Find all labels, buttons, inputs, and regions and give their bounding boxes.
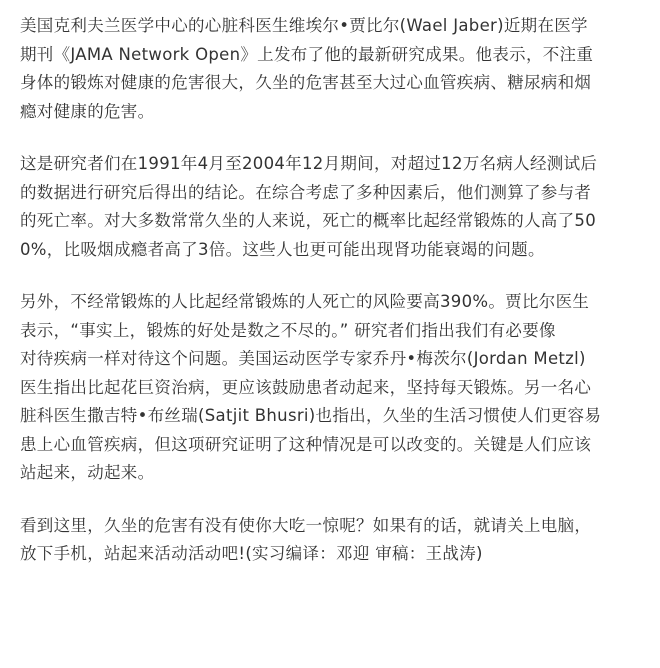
article-body — [20, 12, 646, 593]
paragraph-3 — [20, 288, 646, 488]
text-line: 放下手机，站起来活动活动吧!(实习编译：邓迎 审稿：王战涛) — [20, 544, 483, 563]
text-line: 患上心血管疾病，但这项研究证明了这种情况是可以改变的。关键是人们应该 — [20, 434, 592, 454]
text-line: 0%，比吸烟成瘾者高了3倍。这些人也更可能出现肾功能衰竭的问题。 — [20, 239, 545, 259]
text-line: 表示，“事实上，锻炼的好处是数之不尽的。” 研究者们指出我们有必要像 — [20, 320, 556, 340]
text-line: 身体的锻炼对健康的危害很大，久坐的危害甚至大过心血管疾病、糖尿病和烟 — [20, 73, 592, 92]
text-line: 对待疾病一样对待这个问题。美国运动医学专家乔丹•梅茨尔(Jordan Metzl) — [20, 349, 586, 368]
text-line: 脏科医生撒吉特•布丝瑞(Satjit Bhusri)也指出，久坐的生活习惯使人们更容易 — [20, 406, 602, 425]
text-line: 站起来，动起来。 — [20, 463, 155, 482]
text-line: 这是研究者们在1991年4月至2004年12月期间，对超过12万名病人经测试后 — [20, 154, 598, 173]
paragraph-4 — [20, 512, 646, 569]
text-line: 美国克利夫兰医学中心的心脏科医生维埃尔•贾比尔(Wael Jaber)近期在医学 — [20, 16, 588, 35]
text-line: 的数据进行研究后得出的结论。在综合考虑了多种因素后，他们测算了参与者 — [20, 182, 592, 202]
text-line: 医生指出比起花巨资治病，更应该鼓励患者动起来，坚持每天锻炼。另一名心 — [20, 377, 592, 397]
paragraph-2 — [20, 150, 646, 264]
text-line: 瘾对健康的危害。 — [20, 101, 155, 121]
text-line: 期刊《JAMA Network Open》上发布了他的最新研究成果。他表示，不注重 — [20, 44, 594, 64]
paragraph-1 — [20, 12, 646, 126]
text-line: 的死亡率。对大多数常常久坐的人来说，死亡的概率比起经常锻炼的人高了50 — [20, 211, 596, 230]
text-line: 另外，不经常锻炼的人比起经常锻炼的人死亡的风险要高390%。贾比尔医生 — [20, 292, 590, 311]
text-line: 看到这里，久坐的危害有没有使你大吃一惊呢？如果有的话，就请关上电脑， — [20, 515, 592, 535]
